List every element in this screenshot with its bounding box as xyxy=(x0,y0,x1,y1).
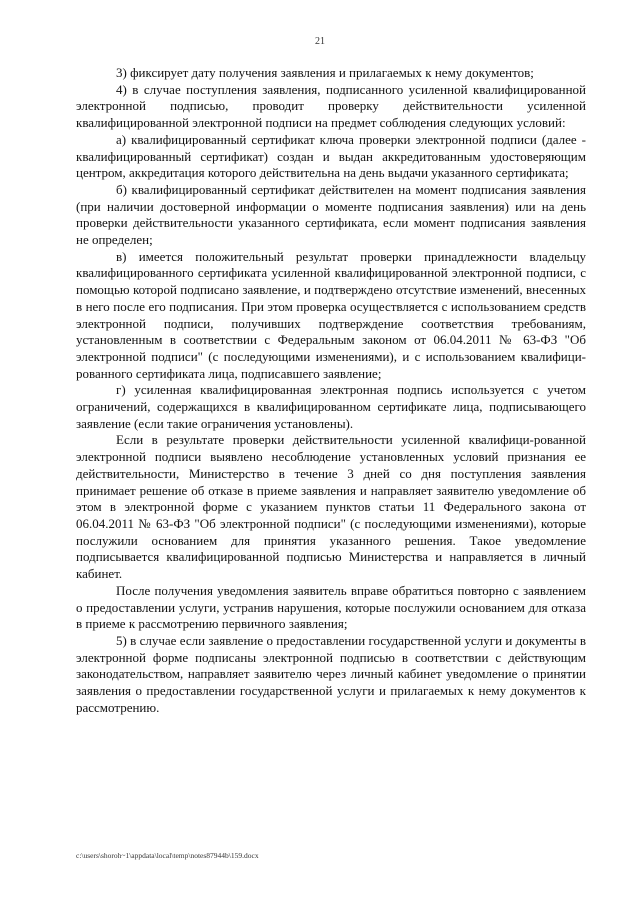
paragraph-subitem-b: б) квалифицированный сертификат действителен на момент подписания заявления (при наличии достоверной информации о моменте подписания заявления) или на день проверки действительности указанного сертификата, если момент подписания заявления не определен; xyxy=(76,181,586,248)
paragraph-subitem-g: г) усиленная квалифицированная электронная подпись используется с учетом ограничений, содержащихся в квалифицированном сертификате лица, подписывающего заявление (если такие ограничения установлены). xyxy=(76,382,586,431)
paragraph-subitem-v: в) имеется положительный результат проверки принадлежности владельцу квалифицированного сертификата усиленной квалифицированной электронной подписи, с помощью которой подписано заявление, и подтверждено отсутствие изменений, внесенных в него после его подписания. При этом проверка осуществляется с использованием средств электронной подписи, получивших подтверждение соответствия требованиям, установленным в соответствии с Федеральным законом от 06.04.2011 № 63-ФЗ "Об электронной подписи" (с последующими изменениями), и с использованием квалифици-рованного сертификата лица, подписавшего заявление; xyxy=(76,248,586,381)
document-body xyxy=(76,65,586,716)
paragraph-item-3: 3) фиксирует дату получения заявления и прилагаемых к нему документов; xyxy=(116,65,534,80)
paragraph-refusal: Если в результате проверки действительности усиленной квалифици-рованной электронной подписи выявлено несоблюдение установленных условий признания ее действительности, Министерство в течение 3 дней со дня поступления заявления принимает решение об отказе в приеме заявления и направляет заявителю уведомление об этом в электронной форме с указанием пунктов статьи 11 Федерального закона от 06.04.2011 № 63-ФЗ "Об электронной подписи" (с последующими изменениями), которые послужили основанием для принятия указанного решения. Такое уведомление подписывается квалифицированной подписью Министерства и направляется в личный кабинет. xyxy=(76,432,586,582)
file-path-footer: c:\users\shoroh~1\appdata\local\temp\notes87944b\159.docx xyxy=(76,851,259,860)
page-number: 21 xyxy=(315,36,325,47)
paragraph-resubmit: После получения уведомления заявитель вправе обратиться повторно с заявлением о предоставлении услуги, устранив нарушения, которые послужили основанием для отказа в приеме к рассмотрению первичного заявления; xyxy=(76,582,586,632)
paragraph-item-5: 5) в случае если заявление о предоставлении государственной услуги и документы в электронной форме подписаны электронной подписью в соответствии с действующим законодательством, направляет заявителю через личный кабинет уведомление о принятии заявления о предоставлении государственной услуги и прилагаемых к нему документов к рассмотрению. xyxy=(76,632,586,715)
paragraph-item-4: 4) в случае поступления заявления, подписанного усиленной квалифицированной электронной подписью, проводит проверку действительности усиленной квалифицированной электронной подписи на предмет соблюдения следующих условий: xyxy=(76,81,586,131)
paragraph-subitem-a: а) квалифицированный сертификат ключа проверки электронной подписи (далее - квалифицированный сертификат) создан и выдан аккредитованным удостоверяющим центром, аккредитация которого действительна на день выдачи указанного сертификата; xyxy=(76,131,586,181)
